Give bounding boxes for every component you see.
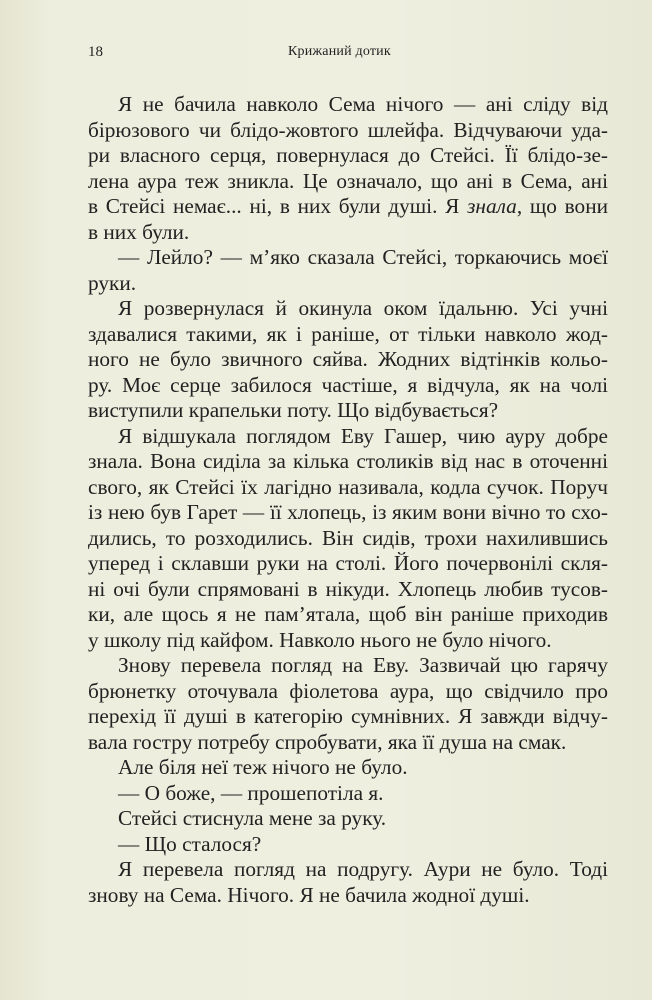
italic-text: знала <box>467 194 517 218</box>
text-line <box>88 169 608 195</box>
text-line <box>88 245 608 271</box>
paragraph <box>88 424 608 654</box>
text-segment: Знову перевела погляд на Еву. Зазвичай цю гарячу <box>118 653 608 677</box>
text-segment: Я розвернулася й окинула оком їдальню. Усі учні <box>118 296 608 320</box>
text-line <box>88 526 608 552</box>
text-line <box>88 424 608 450</box>
text-segment: — Що сталося? <box>118 831 262 856</box>
text-line <box>88 347 608 373</box>
text-line <box>88 449 608 475</box>
text-segment: ки, але щось я не пам’ятала, щоб він раніше приходив <box>88 602 608 626</box>
running-title: Крижаний дотик <box>288 44 391 59</box>
text-segment: бірюзового чи блідо-жовтого шлейфа. Відчуваючи уда- <box>88 117 608 142</box>
paragraph <box>88 245 608 296</box>
text-segment: здавалися такими, як і раніше, от тільки навколо жод- <box>88 321 608 346</box>
text-line <box>88 373 608 399</box>
text-segment: дились, то розходились. Він сидів, трохи нахилившись <box>88 525 608 550</box>
text-line <box>88 653 608 679</box>
paragraph <box>88 296 608 424</box>
text-segment: перехід її душі в категорію сумнівних. Я завжди відчу- <box>88 704 608 728</box>
text-segment: брюнетку оточувала фіолетова аура, що свідчило про <box>88 678 608 703</box>
text-line <box>88 806 608 832</box>
page-number: 18 <box>88 44 103 60</box>
text-segment: лена аура теж зникла. Це означало, що ані в Сема, ані <box>88 168 608 193</box>
text-line <box>88 857 608 883</box>
text-segment: Я відшукала поглядом Еву Гашер, чию ауру добре <box>118 423 608 448</box>
text-segment: Я перевела погляд на подругу. Аури не було. Тоді <box>118 857 608 881</box>
page-header <box>88 44 582 68</box>
text-line <box>88 92 608 118</box>
paragraph <box>88 781 608 807</box>
text-line <box>88 194 608 220</box>
paragraph <box>88 92 608 245</box>
text-segment: знала. Вона сиділа за кілька столиків від нас в оточенні <box>88 449 608 473</box>
text-segment: в Стейсі немає... ні, в них були душі. Я <box>88 194 468 218</box>
text-segment: — О боже, — прошепотіла я. <box>118 780 384 805</box>
text-line <box>88 704 608 730</box>
text-segment: Я не бачила навколо Сема нічого — ані сліду від <box>118 92 608 116</box>
paragraph <box>88 653 608 755</box>
text-segment: , що вони <box>516 194 609 218</box>
text-line <box>88 730 608 756</box>
text-segment: вала гостру потребу спробувати, яка її душа на смак. <box>88 729 567 754</box>
text-line <box>88 551 608 577</box>
text-segment: — Лейло? — м’яко сказала Стейсі, торкаючись моєї <box>118 245 608 269</box>
text-segment: Але біля неї теж нічого не було. <box>118 755 408 779</box>
text-segment: руки. <box>88 270 137 295</box>
text-line <box>88 271 608 297</box>
text-segment: ри власного серця, повернулася до Стейсі. Її блідо-зе- <box>88 143 608 167</box>
text-line <box>88 118 608 144</box>
text-segment: свого, як Стейсі їх лагідно називала, кодла сучок. Поруч <box>88 474 608 499</box>
text-segment: у школу під кайфом. Навколо нього не було нічого. <box>88 627 552 652</box>
text-segment: знову на Сема. Нічого. Я не бачила жодної душі. <box>88 882 530 907</box>
text-line <box>88 602 608 628</box>
text-line <box>88 475 608 501</box>
paragraph <box>88 857 608 908</box>
text-segment: в них були. <box>88 219 190 244</box>
text-segment: Стейсі стиснула мене за руку. <box>118 806 387 830</box>
paragraph <box>88 832 608 858</box>
text-segment: ру. Моє серце забилося частіше, я відчула, як на чолі <box>88 372 608 397</box>
text-segment: виступили крапельки поту. Що відбувається? <box>88 398 499 422</box>
text-line <box>88 398 608 424</box>
text-line <box>88 322 608 348</box>
text-line <box>88 755 608 781</box>
text-segment: із нею був Гарет — її хлопець, із яким вони вічно то схо- <box>88 500 608 524</box>
text-segment: уперед і склавши руки на столі. Його почервонілі скля- <box>88 551 608 575</box>
text-segment: ного не було звичного сяйва. Жодних відтінків кольо- <box>88 347 608 371</box>
text-line <box>88 296 608 322</box>
paragraph <box>88 755 608 781</box>
body-text <box>88 92 608 908</box>
text-line <box>88 500 608 526</box>
text-line <box>88 781 608 807</box>
paragraph <box>88 806 608 832</box>
text-line <box>88 143 608 169</box>
text-line <box>88 628 608 654</box>
text-line <box>88 577 608 603</box>
text-line <box>88 832 608 858</box>
text-segment: ні очі були спрямовані в нікуди. Хлопець любив тусов- <box>88 576 608 601</box>
text-line <box>88 883 608 909</box>
text-line <box>88 220 608 246</box>
text-line <box>88 679 608 705</box>
